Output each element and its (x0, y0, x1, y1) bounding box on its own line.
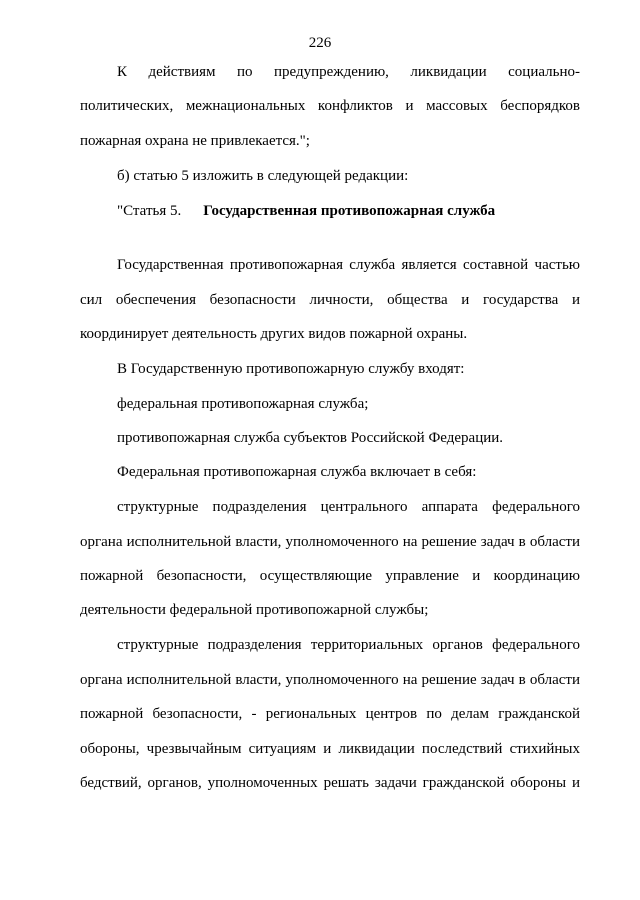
text-line: пожарной безопасности, осуществляющие управление и координацию (80, 568, 580, 584)
text-line: б) статью 5 изложить в следующей редакции: (117, 168, 409, 184)
text-line: структурные подразделения центрального аппарата федерального (117, 499, 580, 515)
text-line: пожарная охрана не привлекается."; (80, 133, 310, 149)
text-line: В Государственную противопожарную службу входят: (117, 361, 465, 377)
article-label: "Статья 5. (117, 203, 182, 219)
article-heading (117, 201, 495, 221)
text-line: структурные подразделения территориальных органов федерального (117, 637, 580, 653)
text-line: координирует деятельность других видов пожарной охраны. (80, 326, 468, 342)
text-line: сил обеспечения безопасности личности, общества и государства и (80, 292, 580, 308)
text-line: органа исполнительной власти, уполномоченного на решение задач в области (80, 672, 580, 688)
article-title: Государственная противопожарная служба (203, 203, 496, 219)
text-line: органа исполнительной власти, уполномоченного на решение задач в области (80, 534, 580, 550)
text-line: деятельности федеральной противопожарной службы; (80, 602, 429, 618)
text-line: федеральная противопожарная служба; (117, 396, 369, 412)
text-line: бедствий, органов, уполномоченных решать задачи гражданской обороны и (80, 775, 580, 791)
page-number: 226 (308, 35, 332, 51)
text-line: Государственная противопожарная служба является составной частью (117, 257, 580, 273)
text-line: К действиям по предупреждению, ликвидации социально- (117, 64, 580, 80)
text-line: обороны, чрезвычайным ситуациям и ликвидации последствий стихийных (80, 741, 580, 757)
text-line: Федеральная противопожарная служба включает в себя: (117, 464, 477, 480)
text-line: противопожарная служба субъектов Российской Федерации. (117, 430, 504, 446)
text-line: пожарной безопасности, - региональных центров по делам гражданской (80, 706, 580, 722)
text-line: политических, межнациональных конфликтов и массовых беспорядков (80, 98, 580, 114)
